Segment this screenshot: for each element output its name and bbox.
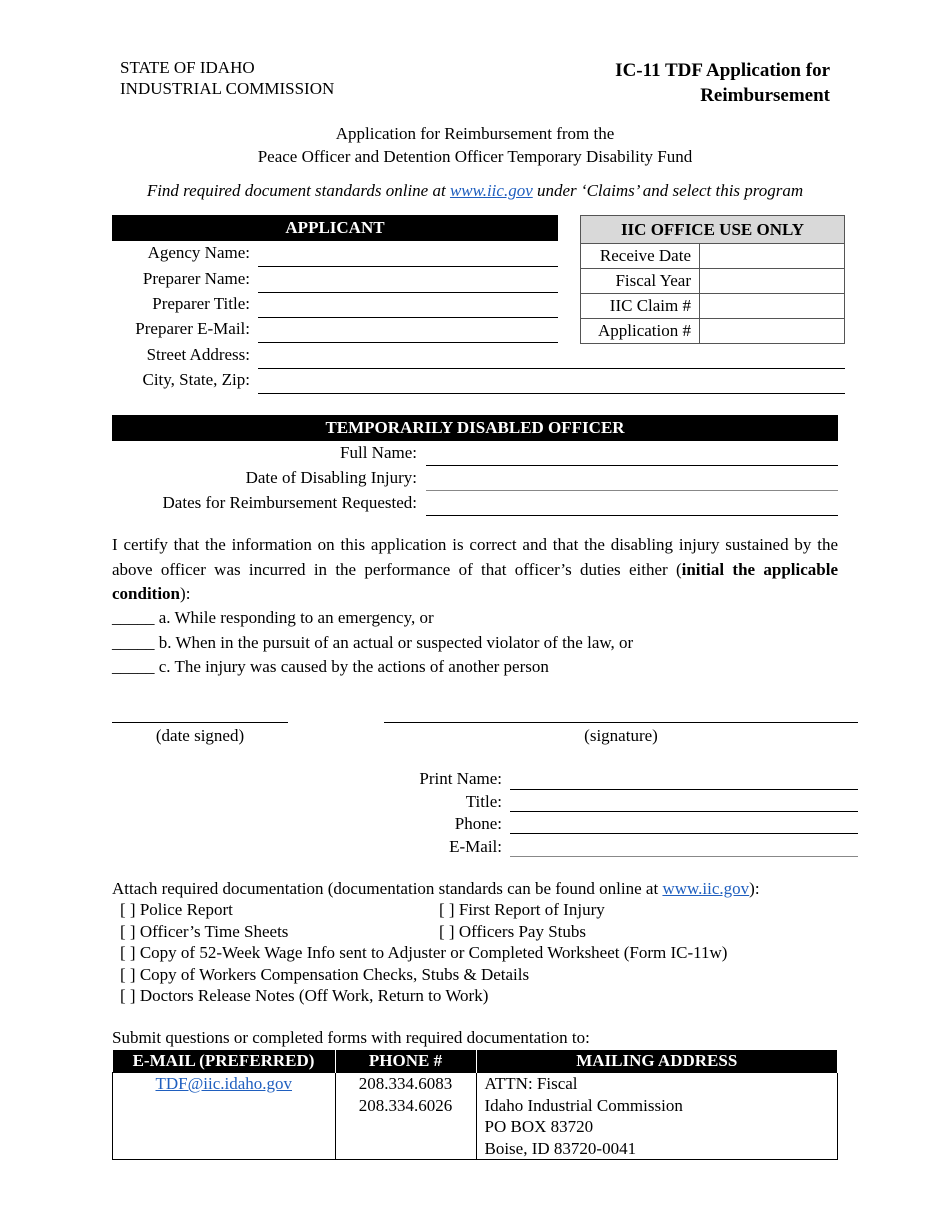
condition-a-text: a. While responding to an emergency, or <box>158 608 434 627</box>
officer-heading: TEMPORARILY DISABLED OFFICER <box>112 415 838 441</box>
print-name-label: Print Name: <box>419 769 502 788</box>
first-report-label: First Report of Injury <box>458 900 605 919</box>
iic-claim-label: IIC Claim # <box>581 294 700 319</box>
email-cell <box>113 1073 336 1160</box>
instructions-link[interactable]: www.iic.gov <box>449 181 533 200</box>
city-state-zip-input[interactable] <box>258 393 845 394</box>
agency-name-label: Agency Name: <box>147 243 250 262</box>
street-address-input[interactable] <box>258 368 845 369</box>
signer-title-label: Title: <box>465 791 502 811</box>
receive-date-value[interactable] <box>700 244 845 269</box>
phone-cell <box>335 1073 476 1160</box>
form-title-line-1: IC-11 TDF Application for <box>615 60 830 81</box>
police-report-label: Police Report <box>139 900 233 919</box>
address-line-2: Idaho Industrial Commission <box>484 1095 683 1115</box>
form-title-line-2: Reimbursement <box>700 85 830 106</box>
address-line-4: Boise, ID 83720-0041 <box>484 1138 637 1158</box>
phone-number-2: 208.334.6026 <box>358 1095 453 1115</box>
fiscal-year-label: Fiscal Year <box>581 269 700 294</box>
attachments-section <box>112 878 760 900</box>
condition-c-text: c. The injury was caused by the actions of another person <box>158 657 549 676</box>
release-notes-checkbox[interactable]: [ ] <box>120 986 136 1005</box>
condition-option-c <box>112 655 838 680</box>
condition-option-a <box>112 606 838 631</box>
signer-title-input[interactable] <box>510 811 858 812</box>
condition-option-b <box>112 631 838 656</box>
subtitle-line-1: Application for Reimbursement from the <box>335 124 615 143</box>
certification-body: I certify that the information on this application is correct and that the disabling injury sustained by the above officer was incurred in the performance of that officer’s duties either ( <box>112 535 838 579</box>
time-sheets-checkbox[interactable]: [ ] <box>120 921 136 941</box>
address-cell <box>476 1073 838 1160</box>
attachments-intro <box>112 878 760 900</box>
signer-phone-label: Phone: <box>454 814 502 833</box>
agency-line-1: STATE OF IDAHO <box>120 58 255 77</box>
comp-checks-label: Copy of Workers Compensation Checks, Stubs & Details <box>139 964 530 984</box>
full-name-input[interactable] <box>426 465 838 466</box>
email-header: E-MAIL (PREFERRED) <box>113 1050 336 1073</box>
first-report-checkbox[interactable]: [ ] <box>439 900 455 919</box>
signer-labels <box>380 768 502 858</box>
subtitle <box>0 122 950 168</box>
agency-line-2: INDUSTRIAL COMMISSION <box>120 79 335 98</box>
initial-blank-a[interactable]: _____ <box>112 608 155 627</box>
office-use-table <box>580 215 845 344</box>
signer-email-input[interactable] <box>510 856 858 857</box>
iic-claim-value[interactable] <box>700 294 845 319</box>
attachments-row-4 <box>120 964 727 986</box>
fiscal-year-value[interactable] <box>700 269 845 294</box>
reimbursement-dates-input[interactable] <box>426 515 838 516</box>
agency-name-input[interactable] <box>258 266 558 267</box>
comp-checks-checkbox[interactable]: [ ] <box>120 964 136 984</box>
print-name-input[interactable] <box>510 789 858 790</box>
reimbursement-dates-label: Dates for Reimbursement Requested: <box>162 493 417 512</box>
date-signed-label: (date signed) <box>155 726 245 745</box>
certification-text <box>112 533 838 607</box>
contact-email-link[interactable]: TDF@iic.idaho.gov <box>155 1074 293 1093</box>
preparer-email-label: Preparer E-Mail: <box>135 319 250 338</box>
preparer-name-input[interactable] <box>258 292 558 293</box>
address-line-3: PO BOX 83720 <box>484 1117 594 1136</box>
instructions-suffix: under ‘Claims’ and select this program <box>532 181 804 200</box>
first-report-item <box>439 899 605 921</box>
condition-b-text: b. When in the pursuit of an actual or suspected violator of the law, or <box>158 632 634 652</box>
pay-stubs-item <box>439 921 586 943</box>
initial-blank-c[interactable]: _____ <box>112 657 155 676</box>
preparer-title-input[interactable] <box>258 317 558 318</box>
certification-end: ): <box>180 584 191 603</box>
attachments-intro-prefix: Attach required documentation (documentation standards can be found online at <box>112 879 663 898</box>
signature-label: (signature) <box>584 726 658 745</box>
injury-date-label: Date of Disabling Injury: <box>245 468 417 487</box>
city-state-zip-label: City, State, Zip: <box>142 370 250 389</box>
application-number-label: Application # <box>581 319 700 344</box>
submit-intro: Submit questions or completed forms with required documentation to: <box>112 1028 590 1047</box>
full-name-label: Full Name: <box>340 443 417 462</box>
attachments-row-5 <box>120 985 727 1007</box>
wage-info-checkbox[interactable]: [ ] <box>120 943 136 962</box>
release-notes-label: Doctors Release Notes (Off Work, Return to Work) <box>139 986 489 1005</box>
certification-bold: initial the applicable condition <box>112 559 839 603</box>
phone-header: PHONE # <box>335 1050 476 1073</box>
injury-date-input[interactable] <box>426 490 838 491</box>
time-sheets-label: Officer’s Time Sheets <box>139 921 289 941</box>
preparer-email-input[interactable] <box>258 342 558 343</box>
phone-number-1: 208.334.6083 <box>358 1074 453 1093</box>
attachments-row-3 <box>120 942 727 964</box>
wage-info-label: Copy of 52-Week Wage Info sent to Adjuster or Completed Worksheet (Form IC-11w) <box>139 943 728 962</box>
preparer-title-label: Preparer Title: <box>152 294 250 313</box>
signer-phone-input[interactable] <box>510 833 858 834</box>
signature-line[interactable] <box>384 722 858 723</box>
attachments-link[interactable]: www.iic.gov <box>662 879 750 898</box>
applicant-heading: APPLICANT <box>112 215 558 241</box>
attachments-list <box>120 899 727 1007</box>
police-report-checkbox[interactable]: [ ] <box>120 900 136 919</box>
instructions <box>0 181 950 201</box>
attachments-row-2 <box>120 921 727 943</box>
address-header: MAILING ADDRESS <box>476 1050 838 1073</box>
receive-date-label: Receive Date <box>581 244 700 269</box>
agency-block <box>120 57 334 99</box>
instructions-prefix: Find required document standards online at <box>146 181 450 200</box>
pay-stubs-label: Officers Pay Stubs <box>458 921 587 941</box>
attachments-row-1 <box>120 899 727 921</box>
condition-options <box>112 606 838 680</box>
subtitle-line-2: Peace Officer and Detention Officer Temporary Disability Fund <box>257 147 693 166</box>
pay-stubs-checkbox[interactable]: [ ] <box>439 921 455 941</box>
initial-blank-b[interactable]: _____ <box>112 632 155 652</box>
date-signed-line[interactable] <box>112 722 288 723</box>
signer-email-label: E-Mail: <box>449 836 502 856</box>
attachments-intro-suffix: ): <box>749 879 760 898</box>
contact-table <box>112 1050 838 1160</box>
office-use-heading: IIC OFFICE USE ONLY <box>581 216 845 244</box>
preparer-name-label: Preparer Name: <box>142 269 250 288</box>
form-title <box>520 58 830 108</box>
street-address-label: Street Address: <box>146 345 250 364</box>
address-line-1: ATTN: Fiscal <box>484 1074 578 1093</box>
application-number-value[interactable] <box>700 319 845 344</box>
